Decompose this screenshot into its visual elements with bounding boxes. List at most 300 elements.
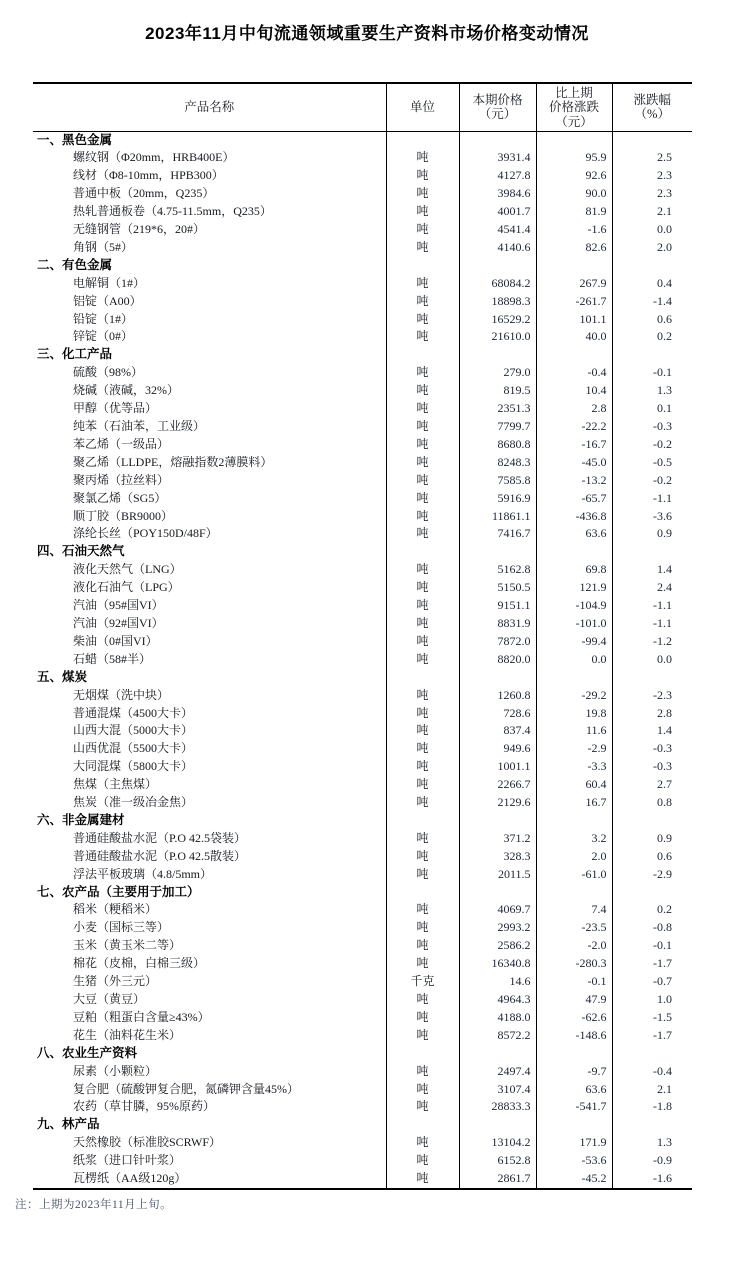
unit-cell: 吨 — [386, 382, 459, 400]
pct-change-cell: -1.1 — [612, 597, 692, 615]
product-name: 山西优混（5500大卡） — [73, 741, 194, 756]
unit-cell: 吨 — [386, 651, 459, 669]
unit-cell: 吨 — [386, 185, 459, 203]
product-name: 农药（草甘膦，95%原药） — [73, 1099, 215, 1114]
product-name: 稻米（粳稻米） — [73, 902, 158, 917]
section-name: 三、化工产品 — [37, 347, 113, 362]
table-row — [33, 687, 692, 705]
unit-cell: 千克 — [386, 973, 459, 991]
current-price-cell: 4001.7 — [459, 203, 536, 221]
pct-change-cell: -0.8 — [612, 919, 692, 937]
pct-change-cell: 0.0 — [612, 221, 692, 239]
table-row — [33, 525, 692, 543]
pct-change-cell: 0.2 — [612, 328, 692, 346]
current-price-cell: 3107.4 — [459, 1081, 536, 1099]
pct-change-cell: -1.1 — [612, 490, 692, 508]
unit-cell: 吨 — [386, 901, 459, 919]
table-row — [33, 185, 692, 203]
product-name: 普通硅酸盐水泥（P.O 42.5散装） — [73, 848, 247, 863]
unit-cell: 吨 — [386, 848, 459, 866]
product-name: 大同混煤（5800大卡） — [73, 759, 194, 774]
unit-cell: 吨 — [386, 508, 459, 526]
price-change-cell: -23.5 — [536, 919, 612, 937]
unit-cell: 吨 — [386, 1098, 459, 1116]
product-name: 甲醇（优等品） — [73, 401, 158, 416]
table-row — [33, 1170, 692, 1189]
empty-unit-cell — [386, 543, 459, 561]
current-price-cell: 7585.8 — [459, 472, 536, 490]
unit-cell: 吨 — [386, 454, 459, 472]
price-change-cell: 82.6 — [536, 239, 612, 257]
empty-pct-cell — [612, 346, 692, 364]
unit-cell: 吨 — [386, 167, 459, 185]
empty-pct-cell — [612, 543, 692, 561]
empty-unit-cell — [386, 884, 459, 902]
unit-cell: 吨 — [386, 400, 459, 418]
section-name: 五、煤炭 — [37, 669, 88, 684]
table-row — [33, 418, 692, 436]
price-change-cell: -104.9 — [536, 597, 612, 615]
col-header-pct-line2: （%） — [634, 107, 670, 122]
table-row — [33, 454, 692, 472]
table-row — [33, 293, 692, 311]
empty-price-cell — [459, 669, 536, 687]
unit-cell: 吨 — [386, 740, 459, 758]
page-title: 2023年11月中旬流通领域重要生产资料市场价格变动情况 — [145, 24, 589, 43]
price-change-cell: -53.6 — [536, 1152, 612, 1170]
product-name: 棉花（皮棉，白棉三级） — [73, 956, 206, 971]
empty-change-cell — [536, 884, 612, 902]
pct-change-cell: -1.7 — [612, 955, 692, 973]
price-change-cell: -280.3 — [536, 955, 612, 973]
table-row — [33, 633, 692, 651]
current-price-cell: 837.4 — [459, 722, 536, 740]
price-change-cell: 47.9 — [536, 991, 612, 1009]
table-row — [33, 776, 692, 794]
product-name: 锌锭（0#） — [73, 329, 134, 344]
product-name: 铝锭（A00） — [73, 293, 142, 308]
section-name: 九、林产品 — [37, 1117, 100, 1132]
empty-pct-cell — [612, 1045, 692, 1063]
price-change-cell: -45.0 — [536, 454, 612, 472]
product-name: 聚氯乙烯（SG5） — [73, 490, 167, 505]
empty-price-cell — [459, 812, 536, 830]
table-row — [33, 651, 692, 669]
pct-change-cell: 1.4 — [612, 561, 692, 579]
unit-cell: 吨 — [386, 705, 459, 723]
current-price-cell: 68084.2 — [459, 275, 536, 293]
unit-cell: 吨 — [386, 866, 459, 884]
table-row — [33, 400, 692, 418]
table-row — [33, 149, 692, 167]
pct-change-cell: 0.0 — [612, 651, 692, 669]
product-name: 线材（Φ8-10mm，HPB300） — [73, 168, 224, 183]
product-name: 小麦（国标三等） — [73, 920, 170, 935]
price-change-cell: -436.8 — [536, 508, 612, 526]
section-name: 六、非金属建材 — [37, 812, 125, 827]
price-change-cell: 63.6 — [536, 525, 612, 543]
empty-pct-cell — [612, 812, 692, 830]
unit-cell: 吨 — [386, 919, 459, 937]
current-price-cell: 819.5 — [459, 382, 536, 400]
current-price-cell: 949.6 — [459, 740, 536, 758]
section-row — [33, 812, 692, 830]
section-row — [33, 884, 692, 902]
pct-change-cell: 0.6 — [612, 848, 692, 866]
price-change-cell: -65.7 — [536, 490, 612, 508]
empty-unit-cell — [386, 1045, 459, 1063]
current-price-cell: 4964.3 — [459, 991, 536, 1009]
empty-change-cell — [536, 669, 612, 687]
col-header-current-price-line2: （元） — [478, 107, 517, 122]
price-change-cell: 2.0 — [536, 848, 612, 866]
pct-change-cell: 0.6 — [612, 311, 692, 329]
empty-unit-cell — [386, 257, 459, 275]
price-change-cell: -2.0 — [536, 937, 612, 955]
table-row — [33, 508, 692, 526]
product-name: 纸浆（进口针叶浆） — [73, 1153, 182, 1168]
price-change-cell: 0.0 — [536, 651, 612, 669]
section-row — [33, 543, 692, 561]
empty-price-cell — [459, 1045, 536, 1063]
footnote: 注：上期为2023年11月上旬。 — [15, 1199, 173, 1211]
product-name: 角钢（5#） — [73, 239, 134, 254]
col-header-current-price-line1: 本期价格 — [472, 92, 523, 107]
pct-change-cell: 2.1 — [612, 1081, 692, 1099]
product-name: 无缝钢管（219*6，20#） — [73, 222, 206, 237]
empty-change-cell — [536, 131, 612, 149]
pct-change-cell: -0.1 — [612, 937, 692, 955]
price-change-cell: -3.3 — [536, 758, 612, 776]
current-price-cell: 4069.7 — [459, 901, 536, 919]
pct-change-cell: 2.7 — [612, 776, 692, 794]
current-price-cell: 728.6 — [459, 705, 536, 723]
current-price-cell: 9151.1 — [459, 597, 536, 615]
unit-cell: 吨 — [386, 149, 459, 167]
price-change-cell: -22.2 — [536, 418, 612, 436]
current-price-cell: 4541.4 — [459, 221, 536, 239]
price-change-cell: -16.7 — [536, 436, 612, 454]
unit-cell: 吨 — [386, 687, 459, 705]
current-price-cell: 11861.1 — [459, 508, 536, 526]
price-change-cell: -62.6 — [536, 1009, 612, 1027]
product-name: 普通混煤（4500大卡） — [73, 705, 194, 720]
price-change-cell: -13.2 — [536, 472, 612, 490]
current-price-cell: 3984.6 — [459, 185, 536, 203]
section-name: 八、农业生产资料 — [37, 1045, 138, 1060]
product-name: 聚乙烯（LLDPE，熔融指数2薄膜料） — [73, 454, 273, 469]
table-row — [33, 239, 692, 257]
current-price-cell: 2011.5 — [459, 866, 536, 884]
product-name: 生猪（外三元） — [73, 974, 158, 989]
table-row — [33, 1134, 692, 1152]
current-price-cell: 5162.8 — [459, 561, 536, 579]
table-row — [33, 937, 692, 955]
price-change-cell: -45.2 — [536, 1170, 612, 1189]
pct-change-cell: -0.5 — [612, 454, 692, 472]
current-price-cell: 6152.8 — [459, 1152, 536, 1170]
unit-cell: 吨 — [386, 579, 459, 597]
pct-change-cell: -0.3 — [612, 758, 692, 776]
empty-change-cell — [536, 257, 612, 275]
unit-cell: 吨 — [386, 293, 459, 311]
table-row — [33, 758, 692, 776]
col-header-current-price — [459, 83, 536, 131]
pct-change-cell: 0.4 — [612, 275, 692, 293]
col-header-change-line3: （元） — [555, 114, 593, 129]
empty-change-cell — [536, 346, 612, 364]
table-row — [33, 328, 692, 346]
current-price-cell: 3931.4 — [459, 149, 536, 167]
empty-pct-cell — [612, 257, 692, 275]
product-name: 山西大混（5000大卡） — [73, 723, 194, 738]
unit-cell: 吨 — [386, 794, 459, 812]
table-row — [33, 1009, 692, 1027]
table-row — [33, 579, 692, 597]
empty-change-cell — [536, 1045, 612, 1063]
price-change-cell: -29.2 — [536, 687, 612, 705]
current-price-cell: 8572.2 — [459, 1027, 536, 1045]
current-price-cell: 7872.0 — [459, 633, 536, 651]
pct-change-cell: 2.1 — [612, 203, 692, 221]
price-change-cell: 19.8 — [536, 705, 612, 723]
price-change-cell: 69.8 — [536, 561, 612, 579]
current-price-cell: 1001.1 — [459, 758, 536, 776]
price-change-cell: 267.9 — [536, 275, 612, 293]
section-row — [33, 346, 692, 364]
col-header-unit: 单位 — [386, 83, 459, 131]
unit-cell: 吨 — [386, 418, 459, 436]
current-price-cell: 7799.7 — [459, 418, 536, 436]
unit-cell: 吨 — [386, 1081, 459, 1099]
price-change-cell: 40.0 — [536, 328, 612, 346]
price-change-cell: 63.6 — [536, 1081, 612, 1099]
pct-change-cell: -2.3 — [612, 687, 692, 705]
unit-cell: 吨 — [386, 830, 459, 848]
current-price-cell: 8248.3 — [459, 454, 536, 472]
pct-change-cell: -1.4 — [612, 293, 692, 311]
current-price-cell: 1260.8 — [459, 687, 536, 705]
table-row — [33, 490, 692, 508]
table-row — [33, 275, 692, 293]
table-row — [33, 436, 692, 454]
product-name: 无烟煤（洗中块） — [73, 687, 170, 702]
product-name: 大豆（黄豆） — [73, 992, 146, 1006]
table-row — [33, 561, 692, 579]
table-body — [33, 131, 692, 1189]
pct-change-cell: -1.7 — [612, 1027, 692, 1045]
empty-price-cell — [459, 346, 536, 364]
product-name: 花生（油料花生米） — [73, 1027, 182, 1042]
pct-change-cell: -0.2 — [612, 472, 692, 490]
empty-unit-cell — [386, 131, 459, 149]
product-name: 复合肥（硫酸钾复合肥，氮磷钾含量45%） — [73, 1081, 299, 1096]
pct-change-cell: 1.3 — [612, 382, 692, 400]
current-price-cell: 28833.3 — [459, 1098, 536, 1116]
price-change-cell: -541.7 — [536, 1098, 612, 1116]
table-row — [33, 203, 692, 221]
unit-cell: 吨 — [386, 311, 459, 329]
price-change-cell: -101.0 — [536, 615, 612, 633]
unit-cell: 吨 — [386, 937, 459, 955]
product-name: 玉米（黄玉米二等） — [73, 938, 182, 953]
empty-unit-cell — [386, 669, 459, 687]
product-name: 苯乙烯（一级品） — [73, 436, 170, 451]
table-row — [33, 705, 692, 723]
product-name: 电解铜（1#） — [73, 275, 146, 290]
pct-change-cell: -1.5 — [612, 1009, 692, 1027]
current-price-cell: 13104.2 — [459, 1134, 536, 1152]
empty-pct-cell — [612, 669, 692, 687]
price-change-cell: 7.4 — [536, 901, 612, 919]
table-row — [33, 382, 692, 400]
product-name: 普通中板（20mm，Q235） — [73, 186, 215, 201]
pct-change-cell: -3.6 — [612, 508, 692, 526]
empty-price-cell — [459, 543, 536, 561]
price-change-cell: 95.9 — [536, 149, 612, 167]
current-price-cell: 2351.3 — [459, 400, 536, 418]
section-row — [33, 1045, 692, 1063]
table-row — [33, 991, 692, 1009]
pct-change-cell: 2.8 — [612, 705, 692, 723]
empty-pct-cell — [612, 131, 692, 149]
table-row — [33, 830, 692, 848]
empty-unit-cell — [386, 1116, 459, 1134]
current-price-cell: 16529.2 — [459, 311, 536, 329]
empty-pct-cell — [612, 1116, 692, 1134]
pct-change-cell: -0.9 — [612, 1152, 692, 1170]
unit-cell: 吨 — [386, 776, 459, 794]
header-row — [33, 83, 692, 131]
table-row — [33, 901, 692, 919]
unit-cell: 吨 — [386, 561, 459, 579]
current-price-cell: 8831.9 — [459, 615, 536, 633]
col-header-pct-line1: 涨跌幅 — [633, 92, 671, 107]
pct-change-cell: 0.8 — [612, 794, 692, 812]
unit-cell: 吨 — [386, 364, 459, 382]
table-row — [33, 848, 692, 866]
product-name: 聚丙烯（拉丝料） — [73, 472, 170, 487]
empty-pct-cell — [612, 884, 692, 902]
section-name: 二、有色金属 — [37, 257, 113, 272]
pct-change-cell: 2.4 — [612, 579, 692, 597]
empty-price-cell — [459, 1116, 536, 1134]
product-name: 烧碱（液碱，32%） — [73, 383, 179, 398]
current-price-cell: 8680.8 — [459, 436, 536, 454]
price-change-cell: 81.9 — [536, 203, 612, 221]
empty-price-cell — [459, 884, 536, 902]
product-name: 液化石油气（LPG） — [73, 580, 180, 595]
pct-change-cell: -1.8 — [612, 1098, 692, 1116]
table-row — [33, 866, 692, 884]
pct-change-cell: 2.3 — [612, 185, 692, 203]
pct-change-cell: 2.0 — [612, 239, 692, 257]
product-name: 涤纶长丝（POY150D/48F） — [73, 526, 218, 541]
product-name: 浮法平板玻璃（4.8/5mm） — [73, 866, 213, 881]
current-price-cell: 2129.6 — [459, 794, 536, 812]
current-price-cell: 21610.0 — [459, 328, 536, 346]
pct-change-cell: 1.4 — [612, 722, 692, 740]
current-price-cell: 2586.2 — [459, 937, 536, 955]
current-price-cell: 5916.9 — [459, 490, 536, 508]
price-change-cell: -0.1 — [536, 973, 612, 991]
price-change-cell: -61.0 — [536, 866, 612, 884]
current-price-cell: 14.6 — [459, 973, 536, 991]
pct-change-cell: -1.6 — [612, 1170, 692, 1189]
unit-cell: 吨 — [386, 1170, 459, 1189]
section-row — [33, 131, 692, 149]
unit-cell: 吨 — [386, 490, 459, 508]
table-row — [33, 955, 692, 973]
col-header-product: 产品名称 — [33, 83, 386, 131]
table-row — [33, 794, 692, 812]
pct-change-cell: -0.3 — [612, 418, 692, 436]
unit-cell: 吨 — [386, 1152, 459, 1170]
product-name: 柴油（0#国VI） — [73, 633, 158, 648]
unit-cell: 吨 — [386, 615, 459, 633]
table-row — [33, 167, 692, 185]
product-name: 汽油（95#国VI） — [73, 598, 164, 613]
price-change-cell: 2.8 — [536, 400, 612, 418]
table-row — [33, 1063, 692, 1081]
product-name: 焦炭（准一级冶金焦） — [73, 795, 194, 810]
current-price-cell: 279.0 — [459, 364, 536, 382]
table-row — [33, 1081, 692, 1099]
current-price-cell: 2861.7 — [459, 1170, 536, 1189]
pct-change-cell: 0.1 — [612, 400, 692, 418]
price-change-cell: 10.4 — [536, 382, 612, 400]
table-row — [33, 472, 692, 490]
empty-change-cell — [536, 812, 612, 830]
price-table — [33, 82, 692, 1190]
current-price-cell: 7416.7 — [459, 525, 536, 543]
table-row — [33, 597, 692, 615]
col-header-pct — [612, 83, 692, 131]
product-name: 硫酸（98%） — [73, 365, 143, 380]
price-change-cell: -9.7 — [536, 1063, 612, 1081]
section-row — [33, 1116, 692, 1134]
product-name: 液化天然气（LNG） — [73, 562, 182, 577]
price-change-cell: 92.6 — [536, 167, 612, 185]
pct-change-cell: -0.2 — [612, 436, 692, 454]
section-name: 七、农产品（主要用于加工） — [37, 884, 200, 899]
unit-cell: 吨 — [386, 203, 459, 221]
unit-cell: 吨 — [386, 633, 459, 651]
unit-cell: 吨 — [386, 436, 459, 454]
unit-cell: 吨 — [386, 758, 459, 776]
product-name: 汽油（92#国VI） — [73, 615, 164, 630]
product-name: 热轧普通板卷（4.75-11.5mm，Q235） — [73, 204, 272, 219]
price-change-cell: 3.2 — [536, 830, 612, 848]
unit-cell: 吨 — [386, 1134, 459, 1152]
product-name: 顺丁胶（BR9000） — [73, 508, 174, 523]
unit-cell: 吨 — [386, 239, 459, 257]
table-row — [33, 311, 692, 329]
current-price-cell: 2993.2 — [459, 919, 536, 937]
price-change-cell: 171.9 — [536, 1134, 612, 1152]
price-change-cell: 90.0 — [536, 185, 612, 203]
price-change-cell: 121.9 — [536, 579, 612, 597]
current-price-cell: 328.3 — [459, 848, 536, 866]
product-name: 普通硅酸盐水泥（P.O 42.5袋装） — [73, 830, 247, 845]
price-change-cell: -261.7 — [536, 293, 612, 311]
current-price-cell: 2266.7 — [459, 776, 536, 794]
current-price-cell: 4140.6 — [459, 239, 536, 257]
product-name: 瓦楞纸（AA级120g） — [33, 1170, 386, 1189]
product-name: 天然橡胶（标准胶SCRWF） — [73, 1135, 222, 1150]
section-name: 一、黑色金属 — [37, 132, 113, 147]
product-name: 豆粕（粗蛋白含量≥43%） — [73, 1009, 210, 1024]
